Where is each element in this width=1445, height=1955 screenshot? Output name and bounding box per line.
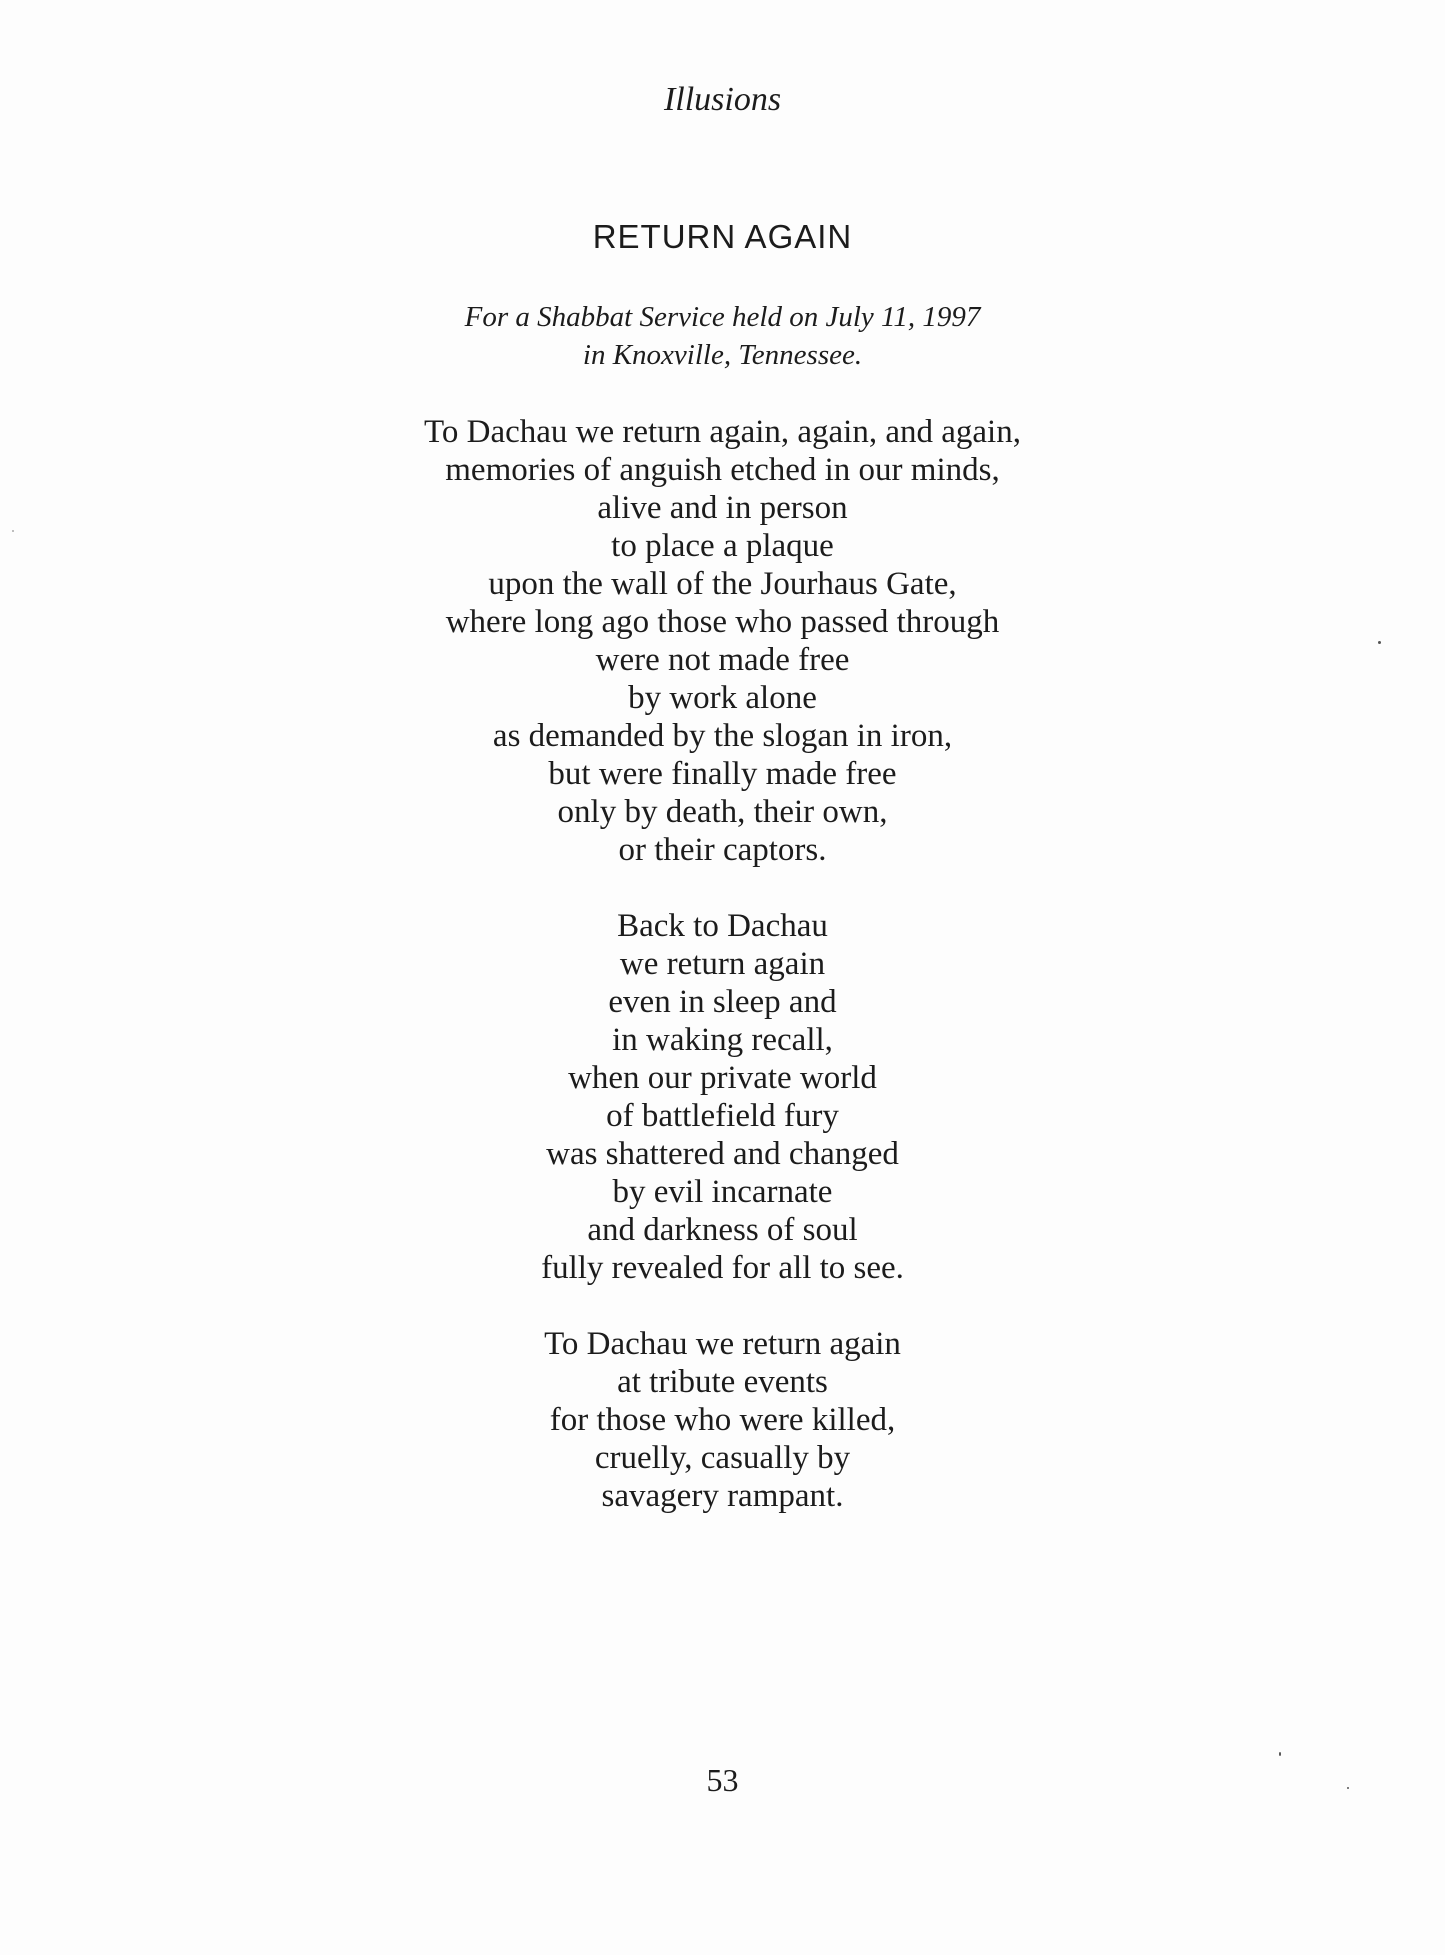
poem-line: savagery rampant.	[601, 1478, 844, 1514]
poem-line: memories of anguish etched in our minds,	[445, 452, 1000, 488]
poem-line: of battlefield fury	[606, 1098, 839, 1134]
poem-line: as demanded by the slogan in iron,	[492, 718, 953, 754]
dedication-line: in Knoxville, Tennessee.	[582, 339, 863, 371]
poem-line: alive and in person	[597, 490, 848, 526]
poem-line: and darkness of soul	[587, 1212, 858, 1248]
scan-speck	[12, 530, 14, 532]
scan-speck	[1279, 1752, 1281, 1756]
poem-line: in waking recall,	[612, 1022, 833, 1058]
poem-body	[0, 413, 1445, 1553]
poem-line: only by death, their own,	[557, 794, 888, 830]
scan-speck	[1347, 1787, 1349, 1789]
poem-line: we return again	[619, 946, 826, 982]
poem-line: fully revealed for all to see.	[541, 1250, 904, 1286]
poem-line: at tribute events	[617, 1364, 828, 1400]
poem-line: when our private world	[568, 1060, 877, 1096]
dedication	[0, 298, 1445, 374]
poem-line: upon the wall of the Jourhaus Gate,	[488, 566, 957, 602]
dedication-line: For a Shabbat Service held on July 11, 1997	[464, 301, 981, 333]
poem-line: to place a plaque	[611, 528, 834, 564]
stanza-3	[0, 1325, 1445, 1515]
stanza-2	[0, 907, 1445, 1287]
poem-line: but were finally made free	[548, 756, 897, 792]
poem-line: To Dachau we return again, again, and again,	[424, 414, 1021, 450]
scan-speck	[1378, 641, 1381, 644]
poem-line: Back to Dachau	[617, 908, 828, 944]
poem-line: by work alone	[628, 680, 817, 716]
poem-line: cruelly, casually by	[594, 1440, 851, 1476]
poem-line: To Dachau we return again	[544, 1326, 901, 1362]
poem-line: were not made free	[595, 642, 850, 678]
poem-line: or their captors.	[618, 832, 827, 868]
page-number: 53	[706, 1762, 739, 1798]
poem-line: was shattered and changed	[546, 1136, 899, 1172]
poem-line: where long ago those who passed through	[445, 604, 1000, 640]
poem-line: even in sleep and	[608, 984, 837, 1020]
stanza-1	[0, 413, 1445, 869]
poem-line: for those who were killed,	[549, 1402, 896, 1438]
poem-title: RETURN AGAIN	[592, 218, 853, 255]
poem-line: by evil incarnate	[612, 1174, 833, 1210]
running-head: Illusions	[663, 81, 782, 118]
